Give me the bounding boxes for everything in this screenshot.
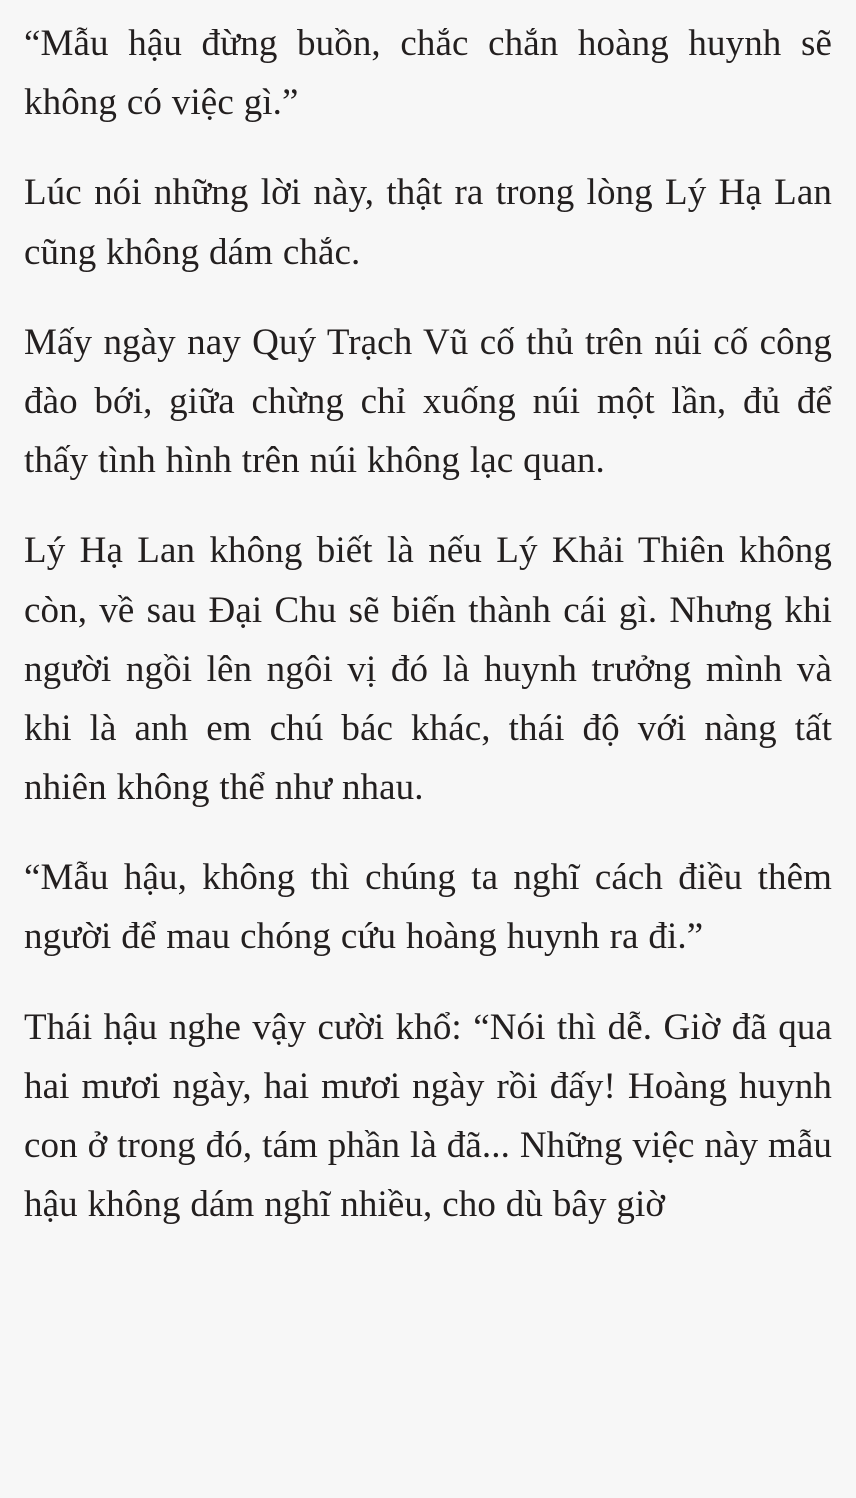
paragraph: Thái hậu nghe vậy cười khổ: “Nói thì dễ. Giờ đã qua hai mươi ngày, hai mươi ngày rồi đấy! Hoàng huynh con ở trong đó, tám phần là đã... Những việc này mẫu hậu không dám nghĩ nhiều, cho dù bây giờ (24, 1006, 832, 1226)
paragraph: Mấy ngày nay Quý Trạch Vũ cố thủ trên núi cố công đào bới, giữa chừng chỉ xuống núi một lần, đủ để thấy tình hình trên núi không lạc quan. (24, 321, 832, 482)
paragraph: Lúc nói những lời này, thật ra trong lòng Lý Hạ Lan cũng không dám chắc. (24, 172, 832, 273)
paragraph: “Mẫu hậu đừng buồn, chắc chắn hoàng huynh sẽ không có việc gì.” (24, 23, 832, 124)
paragraph: “Mẫu hậu, không thì chúng ta nghĩ cách điều thêm người để mau chóng cứu hoàng huynh ra đi.” (24, 857, 832, 958)
paragraph: Lý Hạ Lan không biết là nếu Lý Khải Thiên không còn, về sau Đại Chu sẽ biến thành cái gì. Nhưng khi người ngồi lên ngôi vị đó là huynh trưởng mình và khi là anh em chú bác khác, thái độ với nàng tất nhiên không thể như nhau. (24, 530, 832, 809)
